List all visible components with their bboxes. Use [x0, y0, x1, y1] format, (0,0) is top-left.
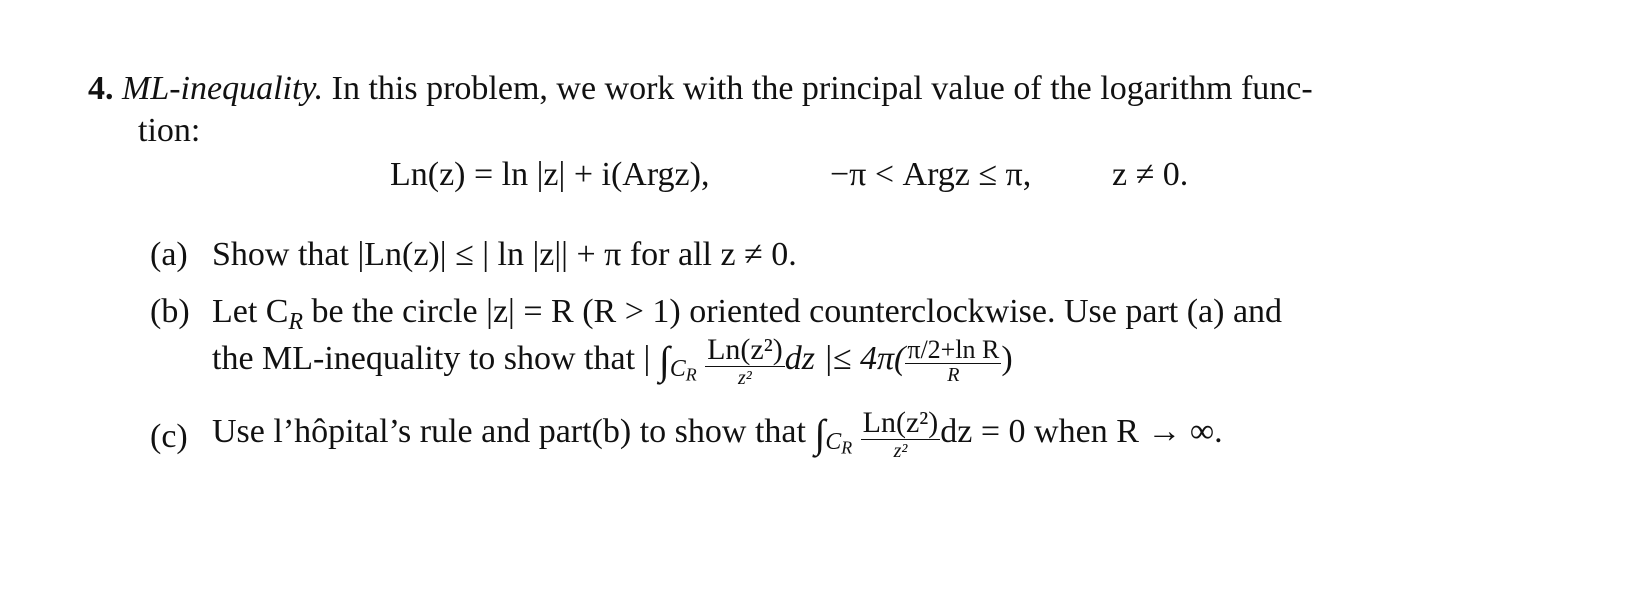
part-b-label: (b)	[150, 293, 190, 330]
problem-header	[88, 72, 1313, 106]
part-b-let: Let C	[212, 293, 289, 330]
integrand-fraction: $\frac{\text{Ln(z²)}}{\text{z²}}$	[707, 333, 783, 389]
part-b-rest: be the circle |z| = R (R > 1) oriented counterclockwise. Use part (a) and	[303, 293, 1283, 330]
display-equation	[390, 158, 709, 192]
integrand-fraction: $\frac{\text{Ln(z²)}}{\text{z²}}$	[862, 406, 939, 462]
part-b-bound-lead: dz |≤ 4π(	[784, 340, 906, 378]
part-b-line1	[212, 295, 1282, 335]
part-a-label: (a)	[150, 236, 188, 273]
part-b-subscript: R	[288, 309, 304, 336]
bound-fraction: $\frac{\text{π/2+ln R}}{R}$	[907, 335, 1000, 387]
equation-condition: z ≠ 0.	[1112, 156, 1189, 193]
contour-subscript: CR	[669, 356, 697, 385]
equation-definition: Ln(z) = ln |z| + i(Argz),	[390, 156, 710, 193]
problem-title: ML-inequality.	[122, 70, 324, 107]
part-b-lead: the ML-inequality to show that |	[212, 340, 659, 378]
part-a-text: Show that |Ln(z)| ≤ | ln |z|| + π for all z ≠ 0.	[212, 236, 797, 273]
integral-symbol: ∫	[814, 410, 826, 456]
problem-number: 4.	[88, 70, 114, 107]
part-c-label: (c)	[150, 418, 188, 455]
problem-intro-line2: tion:	[138, 112, 201, 149]
equation-range: −π < Argz ≤ π,	[830, 156, 1032, 193]
bound-close: )	[1001, 340, 1013, 378]
part-c-tail: dz = 0 when R → ∞.	[940, 413, 1223, 451]
part-c-text	[212, 407, 1223, 462]
problem-intro-line1: In this problem, we work with the principal value of the logarithm func-	[331, 70, 1313, 107]
part-b-line2	[212, 334, 1013, 389]
contour-subscript: CR	[825, 429, 853, 458]
integral-symbol: ∫	[658, 337, 670, 383]
part-c-lead: Use l’hôpital’s rule and part(b) to show that	[212, 413, 815, 451]
